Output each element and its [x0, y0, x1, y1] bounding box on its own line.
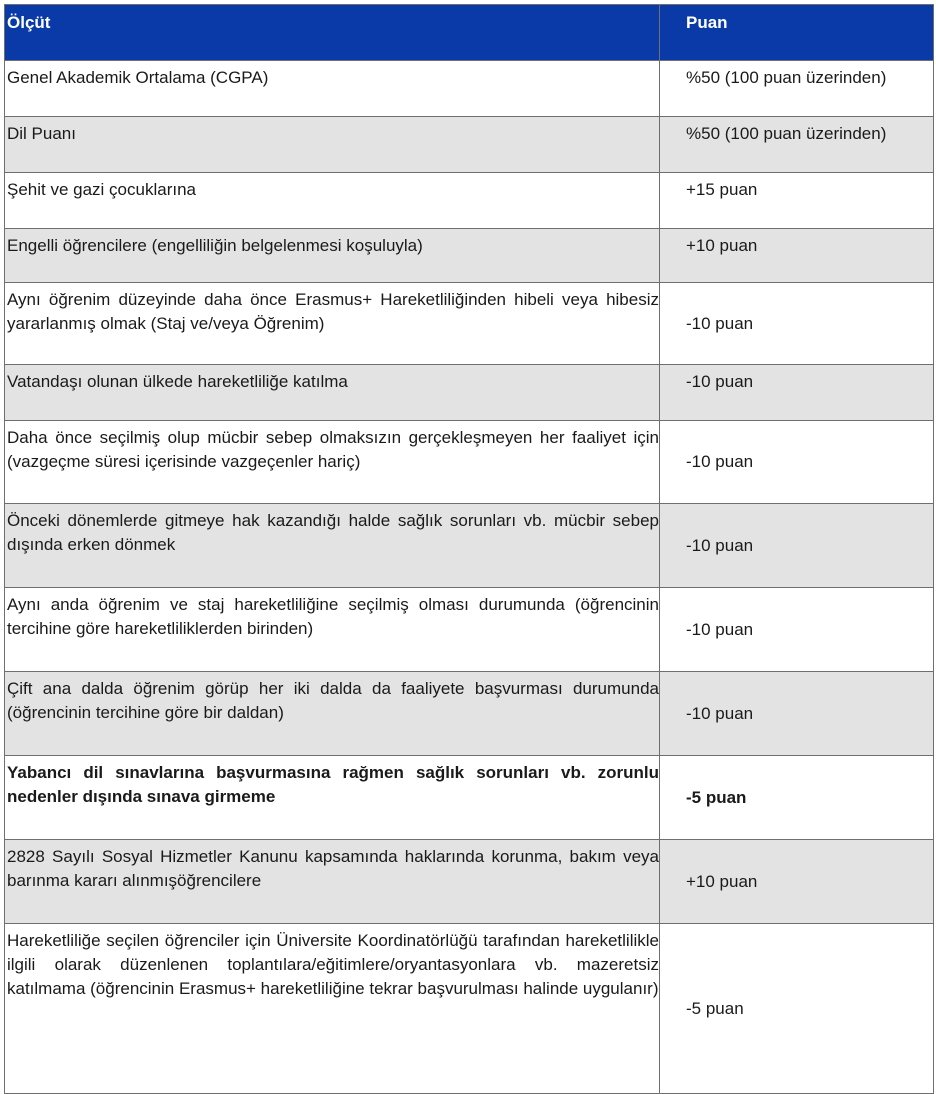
criterion-cell: 2828 Sayılı Sosyal Hizmetler Kanunu kapsamında haklarında korunma, bakım veya barınma kararı alınmışöğrencilere: [5, 840, 660, 924]
table-row: [5, 588, 934, 672]
criterion-cell: Dil Puanı: [5, 117, 660, 173]
table-row: [5, 229, 934, 283]
criterion-cell: Şehit ve gazi çocuklarına: [5, 173, 660, 229]
score-cell: +15 puan: [660, 173, 934, 229]
table-row: [5, 61, 934, 117]
score-cell: -5 puan: [660, 924, 934, 1094]
criteria-table: [4, 4, 934, 1094]
score-cell: -10 puan: [660, 421, 934, 504]
score-cell: -5 puan: [660, 756, 934, 840]
score-cell: +10 puan: [660, 229, 934, 283]
score-cell: -10 puan: [660, 504, 934, 588]
header-score: Puan: [660, 5, 934, 61]
score-cell: %50 (100 puan üzerinden): [660, 117, 934, 173]
table-row: [5, 672, 934, 756]
criterion-cell: Daha önce seçilmiş olup mücbir sebep olmaksızın gerçekleşmeyen her faaliyet için (vazgeçme süresi içerisinde vazgeçenler hariç): [5, 421, 660, 504]
score-cell: -10 puan: [660, 365, 934, 421]
criterion-cell: Önceki dönemlerde gitmeye hak kazandığı halde sağlık sorunları vb. mücbir sebep dışında erken dönmek: [5, 504, 660, 588]
table-row: [5, 504, 934, 588]
score-cell: %50 (100 puan üzerinden): [660, 61, 934, 117]
table-row: [5, 117, 934, 173]
table-header-row: [5, 5, 934, 61]
score-cell: -10 puan: [660, 283, 934, 365]
table-row: [5, 365, 934, 421]
score-cell: -10 puan: [660, 588, 934, 672]
criterion-cell: Engelli öğrencilere (engelliliğin belgelenmesi koşuluyla): [5, 229, 660, 283]
table-row: [5, 756, 934, 840]
header-criterion: Ölçüt: [5, 5, 660, 61]
score-cell: -10 puan: [660, 672, 934, 756]
criterion-cell: Hareketliliğe seçilen öğrenciler için Üniversite Koordinatörlüğü tarafından hareketlilikle ilgili olarak düzenlenen toplantılara/eğitimlere/oryantasyonlara vb. mazeretsiz katılmama (öğrencinin Erasmus+ hareketliliğine tekrar başvurulması halinde uygulanır): [5, 924, 660, 1094]
table-row: [5, 924, 934, 1094]
table-row: [5, 840, 934, 924]
criterion-cell: Çift ana dalda öğrenim görüp her iki dalda da faaliyete başvurması durumunda (öğrencinin tercihine göre bir daldan): [5, 672, 660, 756]
criterion-cell: Aynı anda öğrenim ve staj hareketliliğine seçilmiş olması durumunda (öğrencinin tercihine göre hareketliliklerden birinden): [5, 588, 660, 672]
criterion-cell: Yabancı dil sınavlarına başvurmasına rağmen sağlık sorunları vb. zorunlu nedenler dışında sınava girmeme: [5, 756, 660, 840]
criterion-cell: Aynı öğrenim düzeyinde daha önce Erasmus+ Hareketliliğinden hibeli veya hibesiz yararlanmış olmak (Staj ve/veya Öğrenim): [5, 283, 660, 365]
criterion-cell: Genel Akademik Ortalama (CGPA): [5, 61, 660, 117]
score-cell: +10 puan: [660, 840, 934, 924]
table-row: [5, 283, 934, 365]
table-row: [5, 421, 934, 504]
table-row: [5, 173, 934, 229]
criterion-cell: Vatandaşı olunan ülkede hareketliliğe katılma: [5, 365, 660, 421]
